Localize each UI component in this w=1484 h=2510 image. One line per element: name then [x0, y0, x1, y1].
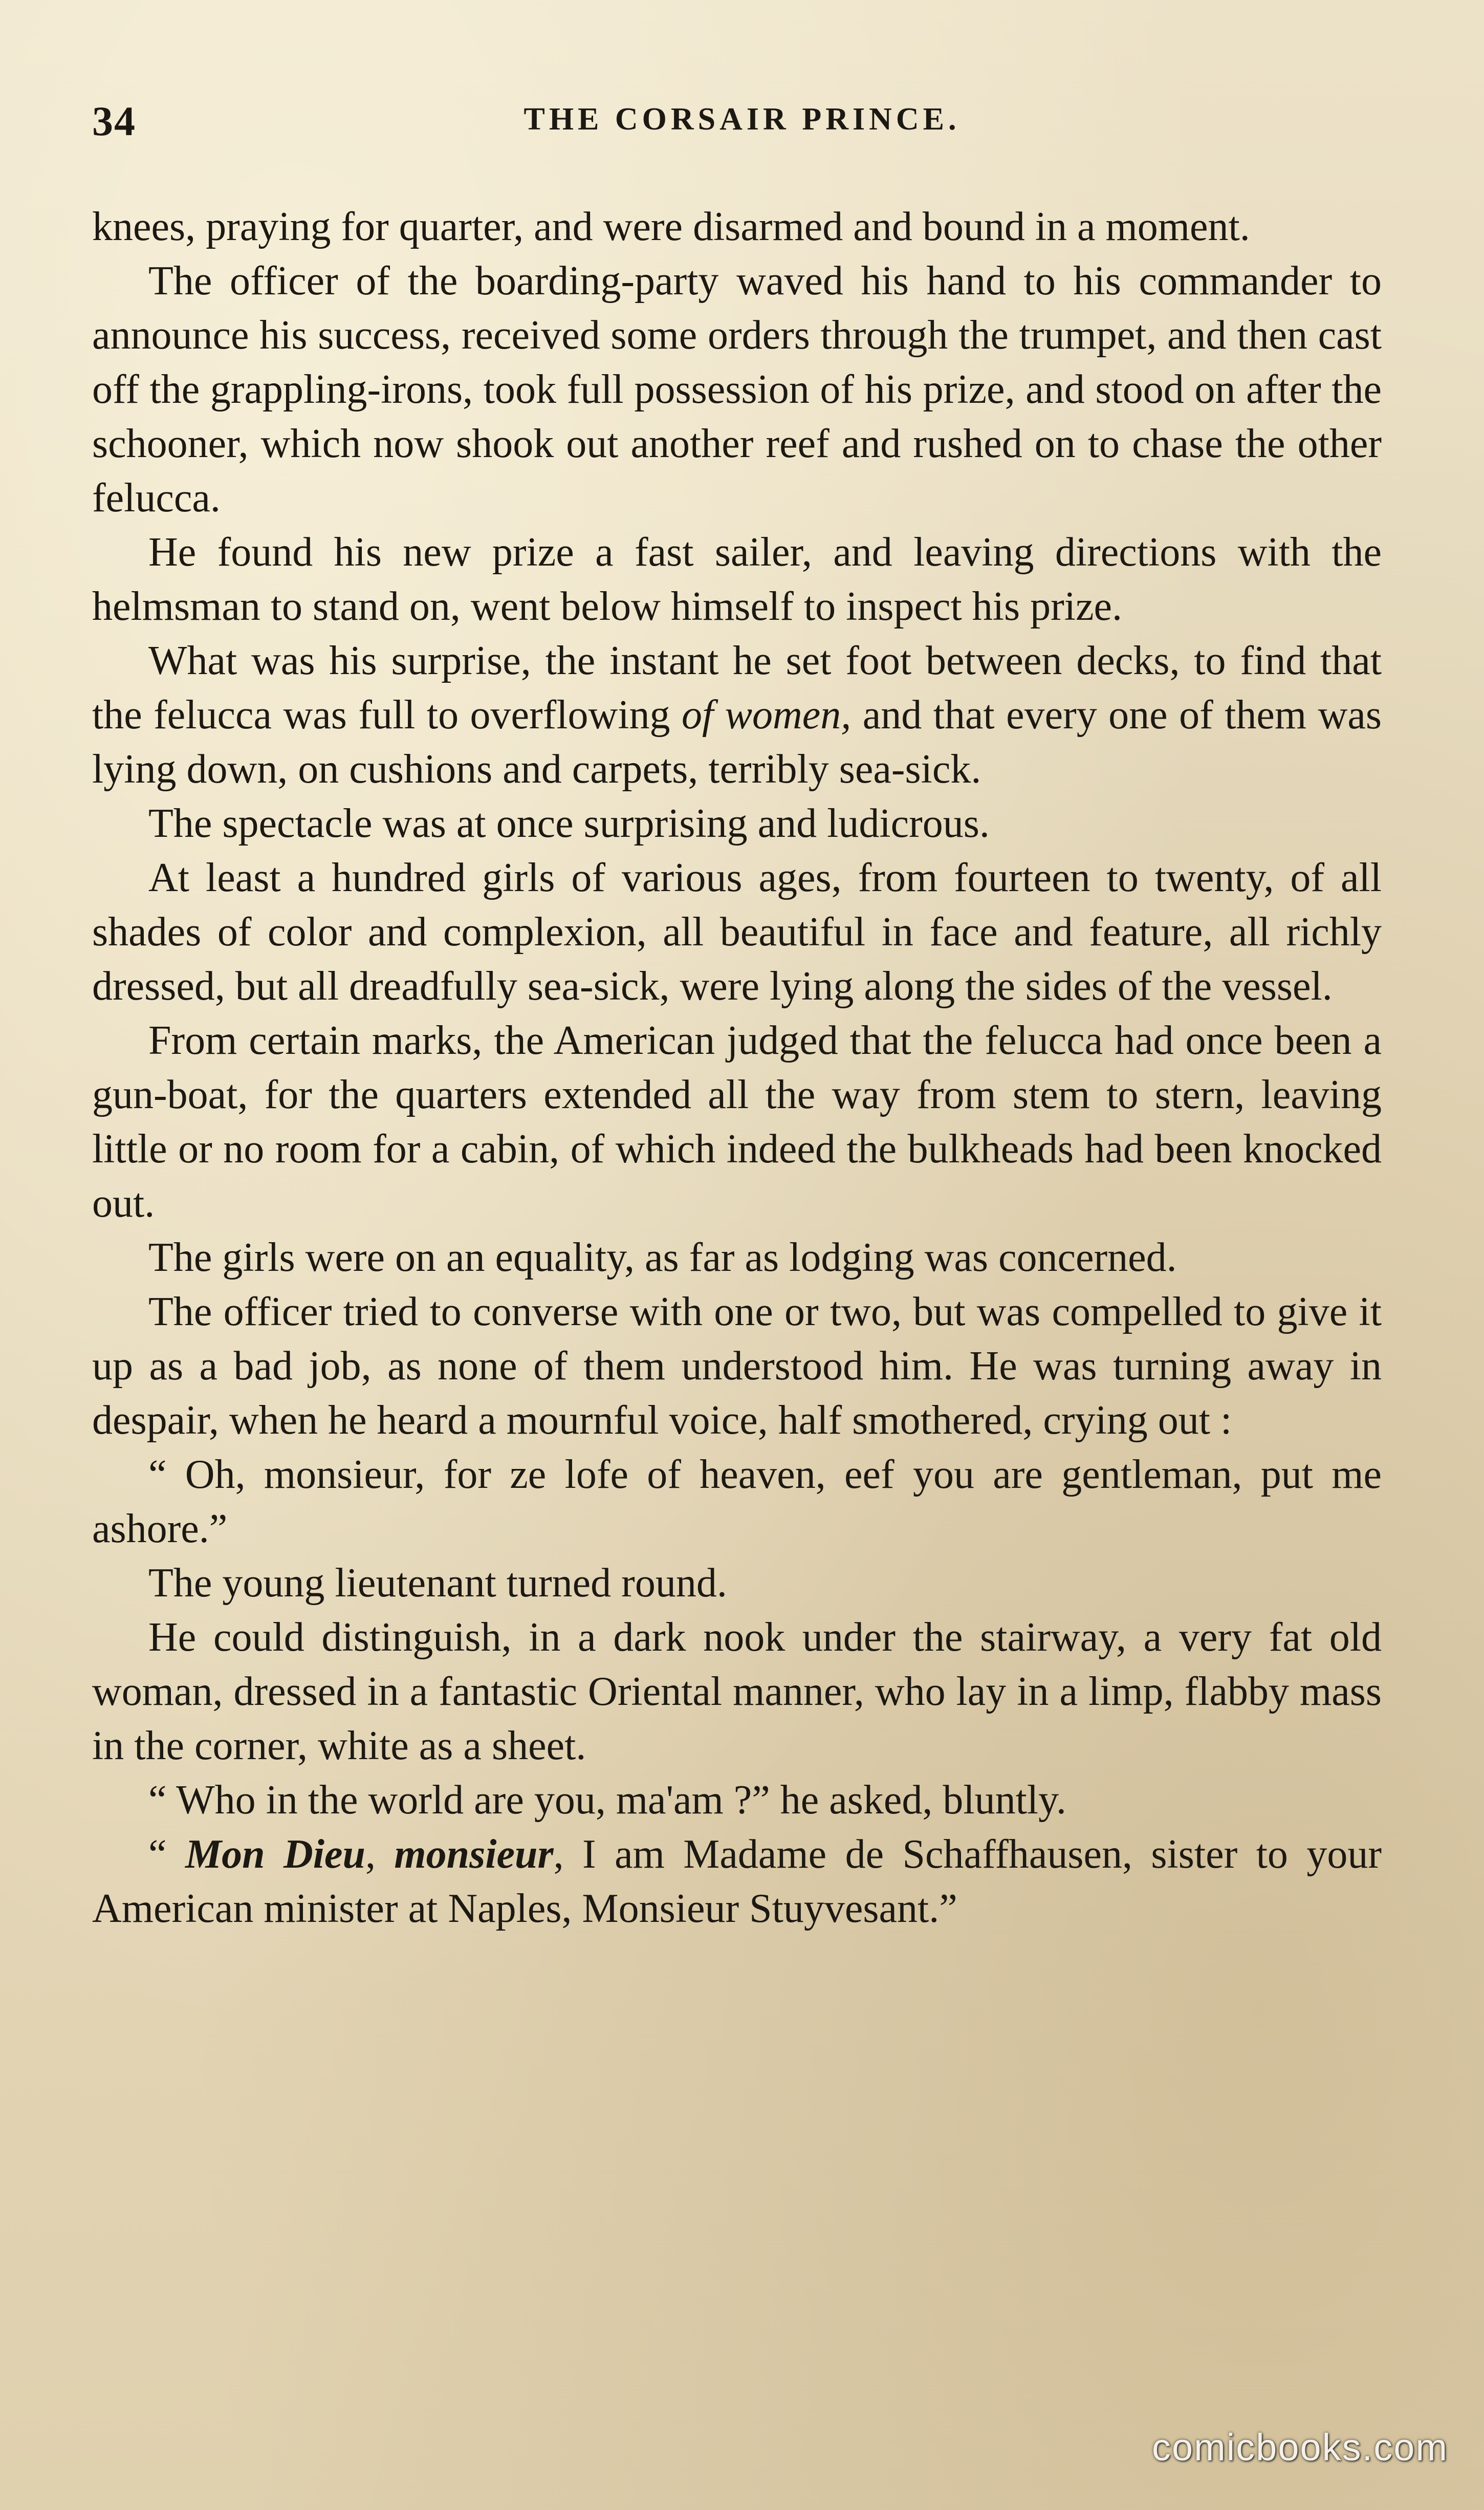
italic-phrase: monsieur [394, 1832, 554, 1877]
paragraph: The young lieutenant turned round. [148, 1561, 727, 1606]
paragraph [92, 634, 1382, 796]
italic-phrase: of women, [682, 693, 852, 738]
paragraph: The officer tried to converse with one or two, but was compelled to give it up as a bad job, as none of them understood him. He was turning away in despair, when he heard a mournful voice, half smothered, crying out : [92, 1289, 1382, 1443]
paragraph: The girls were on an equality, as far as lodging was concerned. [148, 1235, 1177, 1280]
paragraph: “ Oh, monsieur, for ze lofe of heaven, eef you are gentleman, put me ashore.” [92, 1452, 1382, 1551]
paragraph: knees, praying for quarter, and were disarmed and bound in a moment. [92, 204, 1250, 249]
running-head: THE CORSAIR PRINCE. [523, 102, 961, 137]
paragraph-text: and that every one of them was lying down, on cushions and carpets, terribly sea-sick. [92, 693, 1382, 792]
paragraph-text: , [365, 1832, 395, 1877]
page-header [87, 97, 1397, 154]
paragraph: At least a hundred girls of various ages, from fourteen to twenty, of all shades of color and complexion, all beautiful in face and feature, all richly dressed, but all dreadfully sea-sick, were lying along the sides of the vessel. [92, 855, 1382, 1009]
paragraph: From certain marks, the American judged that the felucca had once been a gun-boat, for the quarters extended all the way from stem to stern, leaving little or no room for a cabin, of which indeed the bulkheads had been knocked out. [92, 1018, 1382, 1226]
paragraph [92, 1827, 1382, 1936]
paragraph: The spectacle was at once surprising and ludicrous. [148, 801, 990, 846]
italic-phrase: Mon Dieu [185, 1832, 365, 1877]
paragraph: The officer of the boarding-party waved his hand to his commander to announce his success, received some orders through the trumpet, and then cast off the grappling-irons, took full possession of his prize, and stood on after the schooner, which now shook out another reef and rushed on to chase the other felucca. [92, 258, 1382, 521]
paragraph: “ Who in the world are you, ma'am ?” he asked, bluntly. [148, 1778, 1066, 1823]
open-quote: “ [148, 1832, 185, 1877]
paragraph-text: What was his surprise, the instant he set foot between decks, to find that the felucca was full to overflowing [92, 638, 1382, 738]
paragraph: He found his new prize a fast sailer, and leaving directions with the helmsman to stand on, went below himself to inspect his prize. [92, 530, 1382, 629]
page-number: 34 [92, 98, 136, 144]
body-text [92, 200, 1382, 1936]
watermark-text: comicbooks.com [1151, 2426, 1448, 2469]
paragraph: He could distinguish, in a dark nook under the stairway, a very fat old woman, dressed in a fantastic Oriental manner, who lay in a limp, flabby mass in the corner, white as a sheet. [92, 1615, 1382, 1768]
paragraph-text: , I am Madame de Schaffhausen, sister to your American minister at Naples, Monsieur Stuyvesant.” [92, 1832, 1382, 1931]
